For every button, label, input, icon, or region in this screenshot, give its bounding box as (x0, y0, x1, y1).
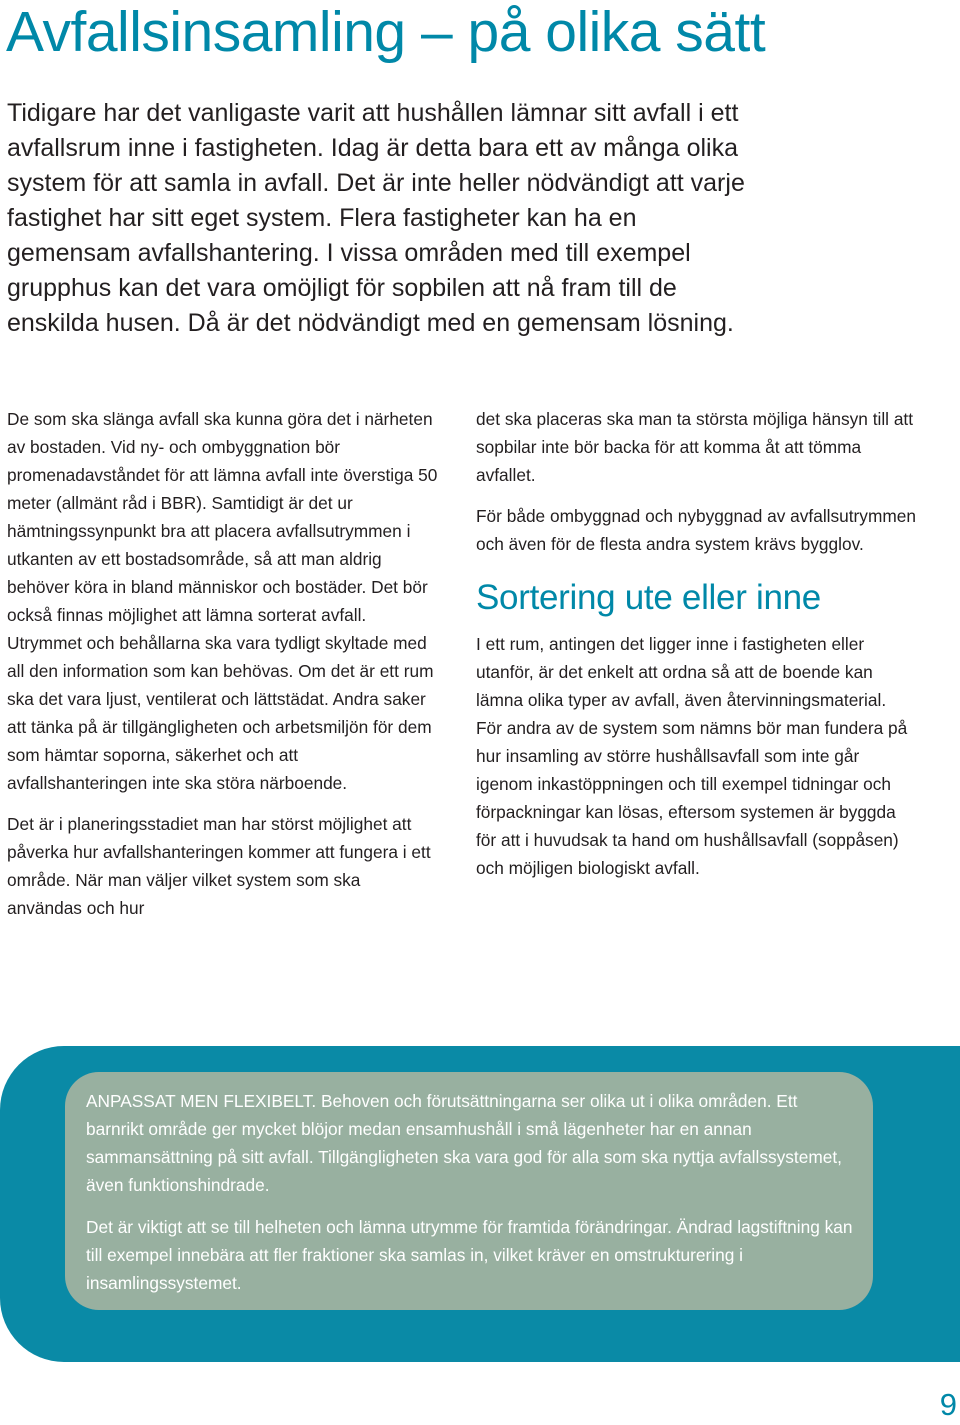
info-paragraph: ANPASSAT MEN FLEXIBELT. Behoven och förutsättningarna ser olika ut i olika områden. Ett barnrikt område ger mycket blöjor medan ensamhushåll i små lägenheter har en annan sammansättning på sitt avfall. Tillgängligheten ska vara god för alla som ska nyttja avfallssystemet, även funktionshindrade. (86, 1091, 842, 1195)
body-paragraph: De som ska slänga avfall ska kunna göra det i närheten av bostaden. Vid ny- och ombyggnation bör promenadavståndet för att lämna avfall inte överstiga 50 meter (allmänt råd i BBR). Samtidigt är det ur hämtningssynpunkt bra att placera avfallsutrymmen i utkanten av ett bostadsområde, så att man aldrig behöver köra in bland människor och bostäder. Det bör också finnas möjlighet att lämna sorterat avfall. Utrymmet och behållarna ska vara tydligt skyltade med all den information som kan behövas. Om det är ett rum ska det vara ljust, ventilerat och lättstädat. Andra saker att tänka på är tillgängligheten och arbetsmiljön för dem som hämtar soporna, säkerhet och att avfallshanteringen inte ska störa närboende. (7, 409, 438, 793)
page-title: Avfallsinsamling – på olika sätt (6, 0, 766, 64)
body-paragraph: För både ombyggnad och nybyggnad av avfallsutrymmen och även för de flesta andra system krävs bygglov. (476, 506, 916, 554)
page-number: 9 (939, 1387, 957, 1422)
intro-paragraph: Tidigare har det vanligaste varit att hushållen lämnar sitt avfall i ett avfallsrum inne i fastigheten. Idag är detta bara ett av många olika system för att samla in avfall. Det är inte heller nödvändigt att varje fastighet har sitt eget system. Flera fastigheter kan ha en gemensam avfallshantering. I vissa områden med till exempel grupphus kan det vara omöjligt för sopbilen att nå fram till de enskilda husen. Då är det nödvändigt med en gemensam lösning. (7, 99, 745, 337)
body-paragraph: Det är i planeringsstadiet man har störst möjlighet att påverka hur avfallshanteringen kommer att fungera i ett område. När man väljer vilket system som ska användas och hur (7, 814, 431, 918)
body-paragraph: det ska placeras ska man ta största möjliga hänsyn till att sopbilar inte bör backa för att komma åt att tömma avfallet. (476, 409, 914, 485)
left-column (7, 405, 439, 935)
body-paragraph: I ett rum, antingen det ligger inne i fastigheten eller utanför, är det enkelt att ordna så att de boende kan lämna olika typer av avfall, även återvinningsmaterial. För andra av de system som nämns bör man fundera på hur insamling av större hushållsavfall som inte går igenom inkastöppningen och till exempel tidningar och förpackningar kan lösas, eftersom systemen är byggda för att i huvudsak ta hand om hushållsavfall (soppåsen) och möjligen biologiskt avfall. (476, 634, 908, 878)
section-heading: Sortering ute eller inne (476, 578, 821, 617)
info-paragraph: Det är viktigt att se till helheten och lämna utrymme för framtida förändringar. Ändrad lagstiftning kan till exempel innebära att fler fraktioner ska samlas in, vilket kräver en omstrukturering i insamlingssystemet. (86, 1217, 853, 1293)
info-box (65, 1072, 873, 1310)
right-column (476, 405, 916, 895)
